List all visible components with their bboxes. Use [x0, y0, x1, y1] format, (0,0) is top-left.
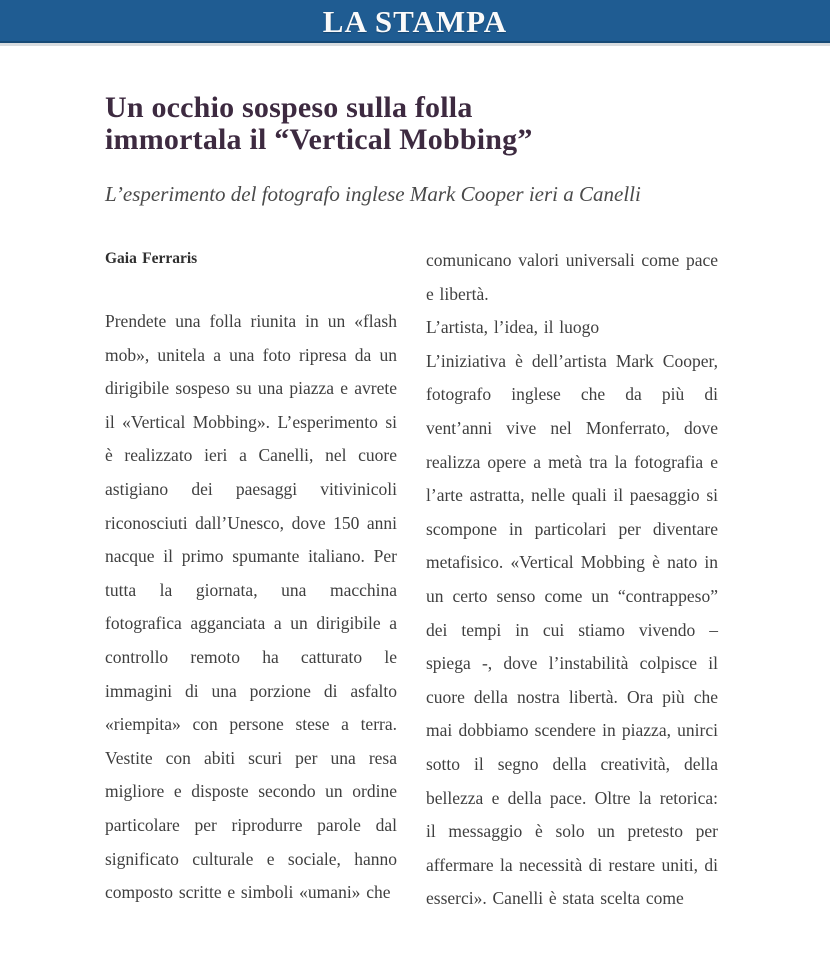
headline-line-1: Un occhio sospeso sulla folla	[105, 91, 473, 124]
article-column-left	[105, 244, 397, 916]
body-paragraph: comunicano valori universali come pace e libertà.	[426, 250, 718, 304]
article	[105, 92, 719, 916]
section-subheading: L’artista, l’idea, il luogo	[426, 317, 600, 338]
article-headline	[105, 92, 719, 156]
newspaper-title: LA STAMPA	[322, 4, 508, 39]
article-column-right	[426, 244, 718, 916]
article-columns	[105, 244, 719, 916]
masthead-banner	[0, 0, 830, 43]
article-byline: Gaia Ferraris	[105, 250, 198, 267]
body-paragraph: L’iniziativa è dell’artista Mark Cooper, fotografo inglese che da più di vent’anni vive nel Monferrato, dove realizza opere a metà tra la fotografia e l’arte astratta, nelle quali il paesaggio si scompone in particolari per diventare metafisico. «Vertical Mobbing è nato in un certo senso come un “contrappeso” dei tempi in cui stiamo vivendo – spiega -, dove l’instabilità colpisce il cuore della nostra libertà. Ora più che mai dobbiamo scendere in piazza, unirci sotto il segno della creatività, della bellezza e della pace. Oltre la retorica: il messaggio è solo un pretesto per affermare la necessità di restare uniti, di esserci». Canelli è stata scelta come	[426, 350, 718, 909]
article-subhead: L’esperimento del fotografo inglese Mark Cooper ieri a Canelli	[105, 182, 641, 206]
headline-line-2: immortala il “Vertical Mobbing”	[105, 123, 533, 156]
body-paragraph: Prendete una folla riunita in un «flash mob», unitela a una foto ripresa da un dirigibile sospeso su una piazza e avrete il «Vertical Mobbing». L’esperimento si è realizzato ieri a Canelli, nel cuore astigiano dei paesaggi vitivinicoli riconosciuti dall’Unesco, dove 150 anni nacque il primo spumante italiano. Per tutta la giornata, una macchina fotografica agganciata a un dirigibile a controllo remoto ha catturato le immagini di una porzione di asfalto «riempita» con persone stese a terra. Vestite con abiti scuri per una resa migliore e disposte secondo un ordine particolare per riprodurre parole dal significato culturale e sociale, hanno composto scritte e simboli «umani» che	[105, 311, 397, 903]
